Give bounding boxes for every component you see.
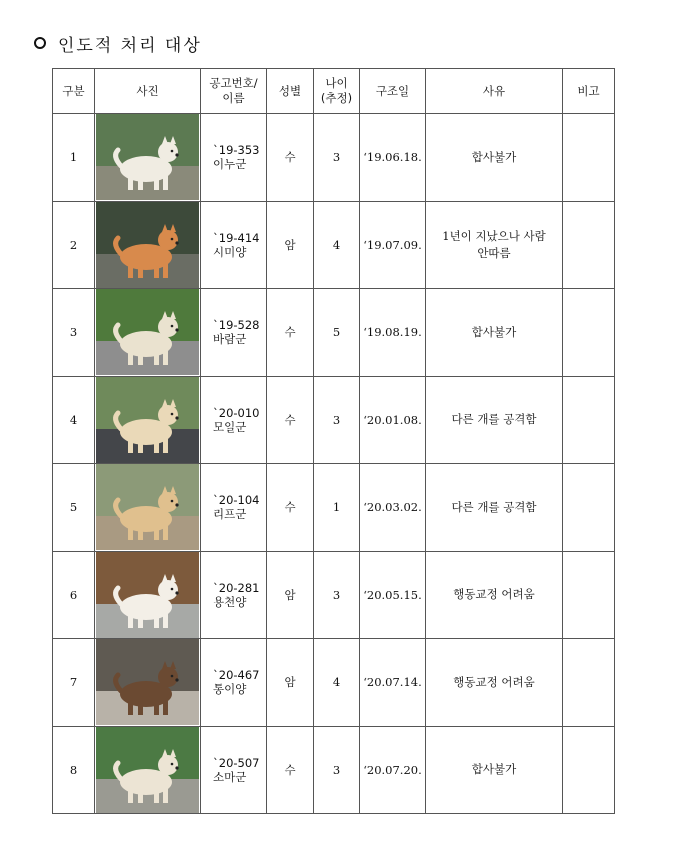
dog-name: 용천양 [213, 594, 247, 609]
photo-cell [95, 289, 201, 377]
photo-cell [95, 726, 201, 814]
row-no: 2 [53, 201, 95, 289]
remarks-cell [563, 289, 615, 377]
reason-cell: 다른 개를 공격함 [426, 376, 563, 464]
row-no: 5 [53, 464, 95, 552]
dog-leg [154, 614, 159, 628]
dog-head [158, 492, 178, 512]
table-header-row [53, 69, 615, 114]
table-row [53, 289, 615, 377]
dog-leg [163, 349, 168, 365]
dog-leg [128, 174, 133, 190]
notice-cell [201, 464, 267, 552]
dog-leg [138, 526, 143, 540]
header-no: 구분 [53, 69, 95, 114]
dog-leg [163, 524, 168, 540]
header-photo: 사진 [95, 69, 201, 114]
row-no: 3 [53, 289, 95, 377]
circle-bullet-icon [34, 37, 46, 49]
reason-cell: 1년이 지났으나 사람 안따름 [426, 201, 563, 289]
notice-number: `19-414 [213, 230, 260, 245]
dog-nose [175, 416, 178, 419]
sex-cell: 수 [267, 464, 314, 552]
dog-leg [128, 437, 133, 453]
dog-leg [154, 264, 159, 278]
table-row [53, 464, 615, 552]
photo-cell [95, 639, 201, 727]
remarks-cell [563, 639, 615, 727]
table-row [53, 551, 615, 639]
notice-number: `20-104 [213, 493, 260, 508]
dog-head [158, 755, 178, 775]
photo-cell [95, 114, 201, 202]
reason-cell: 행동교정 어려움 [426, 551, 563, 639]
rescue-date-cell: ‘20.07.20. [360, 726, 426, 814]
rescue-date-cell: ‘20.03.02. [360, 464, 426, 552]
rescue-date-cell: ‘20.01.08. [360, 376, 426, 464]
dog-eye [171, 412, 174, 415]
photo-cell [95, 376, 201, 464]
dog-name: 시미양 [213, 244, 247, 259]
sex-cell: 수 [267, 726, 314, 814]
dog-photo [96, 114, 199, 200]
age-cell: 3 [314, 376, 360, 464]
notice-number: `20-507 [213, 755, 260, 770]
dog-leg [163, 787, 168, 803]
remarks-cell [563, 114, 615, 202]
dog-leg [154, 176, 159, 190]
reason-cell: 행동교정 어려움 [426, 639, 563, 727]
rescue-date-cell: ‘20.07.14. [360, 639, 426, 727]
notice-cell [201, 114, 267, 202]
dog-leg [154, 439, 159, 453]
remarks-cell [563, 464, 615, 552]
header-notice: 공고번호/ 이름 [201, 69, 267, 114]
sex-cell: 수 [267, 114, 314, 202]
notice-cell [201, 639, 267, 727]
age-cell: 4 [314, 639, 360, 727]
dog-nose [175, 679, 178, 682]
age-cell: 5 [314, 289, 360, 377]
dog-leg [163, 437, 168, 453]
dog-nose [175, 766, 178, 769]
photo-cell [95, 201, 201, 289]
remarks-cell [563, 551, 615, 639]
reason-cell: 합사불가 [426, 289, 563, 377]
section-title: 인도적 처리 대상 [58, 35, 202, 56]
remarks-cell [563, 201, 615, 289]
dog-name: 통이양 [213, 682, 247, 697]
notice-cell [201, 551, 267, 639]
dog-leg [138, 789, 143, 803]
dog-name: 이누군 [213, 157, 247, 172]
header-rescue-date: 구조일 [360, 69, 426, 114]
row-no: 7 [53, 639, 95, 727]
sex-cell: 암 [267, 639, 314, 727]
dog-name: 소마군 [213, 769, 247, 784]
age-cell: 3 [314, 114, 360, 202]
dog-leg [138, 701, 143, 715]
notice-number: `19-353 [213, 143, 260, 158]
photo-cell [95, 464, 201, 552]
euthanasia-target-table [52, 68, 615, 814]
dog-leg [128, 524, 133, 540]
rescue-date-cell: ‘20.05.15. [360, 551, 426, 639]
table-row [53, 639, 615, 727]
row-no: 6 [53, 551, 95, 639]
header-sex: 성별 [267, 69, 314, 114]
dog-nose [175, 591, 178, 594]
table-row [53, 201, 615, 289]
dog-leg [154, 701, 159, 715]
notice-number: `20-467 [213, 668, 260, 683]
notice-cell [201, 726, 267, 814]
dog-head [158, 142, 178, 162]
dog-leg [163, 262, 168, 278]
dog-photo [96, 464, 199, 550]
row-no: 4 [53, 376, 95, 464]
reason-cell: 합사불가 [426, 114, 563, 202]
sex-cell: 수 [267, 376, 314, 464]
dog-leg [154, 351, 159, 365]
dog-leg [128, 612, 133, 628]
dog-photo [96, 727, 199, 813]
dog-leg [138, 614, 143, 628]
notice-cell [201, 201, 267, 289]
age-cell: 4 [314, 201, 360, 289]
section-heading [34, 30, 202, 56]
row-no: 1 [53, 114, 95, 202]
dog-leg [154, 526, 159, 540]
sex-cell: 수 [267, 289, 314, 377]
dog-nose [175, 154, 178, 157]
dog-eye [171, 587, 174, 590]
dog-leg [163, 612, 168, 628]
header-remarks: 비고 [563, 69, 615, 114]
rescue-date-cell: ‘19.08.19. [360, 289, 426, 377]
table-row [53, 376, 615, 464]
remarks-cell [563, 376, 615, 464]
dog-leg [138, 351, 143, 365]
age-cell: 1 [314, 464, 360, 552]
dog-head [158, 667, 178, 687]
photo-cell [95, 551, 201, 639]
age-cell: 3 [314, 726, 360, 814]
dog-leg [128, 699, 133, 715]
sex-cell: 암 [267, 551, 314, 639]
header-reason: 사유 [426, 69, 563, 114]
rescue-date-cell: ‘19.06.18. [360, 114, 426, 202]
dog-leg [128, 349, 133, 365]
notice-cell [201, 376, 267, 464]
dog-photo [96, 202, 199, 288]
table-row [53, 114, 615, 202]
dog-eye [171, 237, 174, 240]
dog-leg [163, 174, 168, 190]
dog-name: 리프군 [213, 507, 247, 522]
notice-number: `19-528 [213, 318, 260, 333]
dog-head [158, 230, 178, 250]
rescue-date-cell: ‘19.07.09. [360, 201, 426, 289]
notice-cell [201, 289, 267, 377]
dog-eye [171, 762, 174, 765]
dog-head [158, 580, 178, 600]
dog-name: 바람군 [213, 332, 247, 347]
notice-number: `20-010 [213, 405, 260, 420]
dog-photo [96, 289, 199, 375]
dog-leg [138, 176, 143, 190]
dog-eye [171, 325, 174, 328]
dog-eye [171, 150, 174, 153]
dog-leg [128, 262, 133, 278]
dog-leg [128, 787, 133, 803]
dog-nose [175, 329, 178, 332]
row-no: 8 [53, 726, 95, 814]
dog-eye [171, 500, 174, 503]
age-cell: 3 [314, 551, 360, 639]
dog-name: 모일군 [213, 419, 247, 434]
reason-cell: 다른 개를 공격함 [426, 464, 563, 552]
dog-leg [163, 699, 168, 715]
dog-photo [96, 639, 199, 725]
dog-head [158, 317, 178, 337]
dog-nose [175, 504, 178, 507]
dog-leg [138, 439, 143, 453]
notice-number: `20-281 [213, 580, 260, 595]
dog-leg [138, 264, 143, 278]
dog-leg [154, 789, 159, 803]
dog-nose [175, 241, 178, 244]
table-row [53, 726, 615, 814]
reason-cell: 합사불가 [426, 726, 563, 814]
dog-photo [96, 552, 199, 638]
dog-eye [171, 675, 174, 678]
dog-photo [96, 377, 199, 463]
sex-cell: 암 [267, 201, 314, 289]
remarks-cell [563, 726, 615, 814]
dog-head [158, 405, 178, 425]
header-age: 나이 (추정) [314, 69, 360, 114]
